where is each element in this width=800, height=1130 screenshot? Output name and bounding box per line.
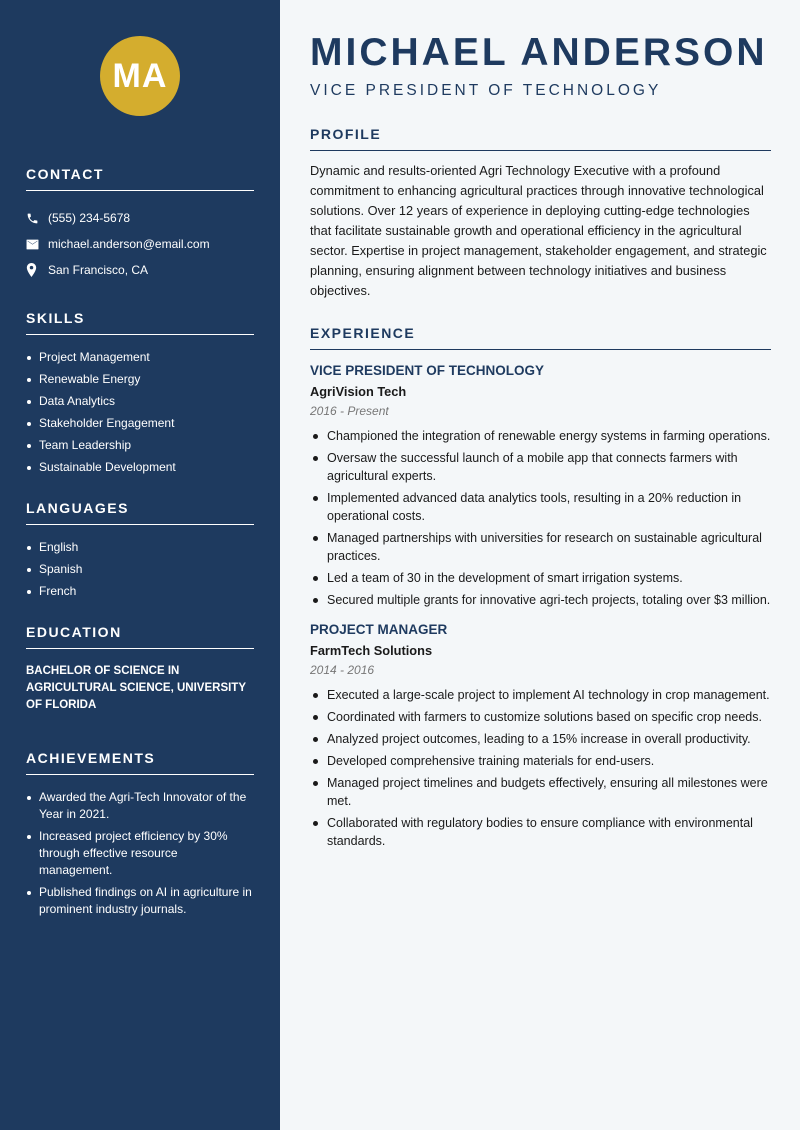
skills-list bbox=[26, 349, 254, 476]
job-bullet: Led a team of 30 in the development of smart irrigation systems. bbox=[310, 569, 771, 587]
language-item: Spanish bbox=[26, 561, 254, 578]
achievement-item: Awarded the Agri-Tech Innovator of the Year in 2021. bbox=[26, 789, 254, 823]
skill-item: Project Management bbox=[26, 349, 254, 366]
location-text: San Francisco, CA bbox=[48, 263, 149, 277]
skill-item: Team Leadership bbox=[26, 437, 254, 454]
job-bullets bbox=[310, 686, 771, 850]
education-section bbox=[26, 624, 254, 714]
phone-number: (555) 234-5678 bbox=[48, 211, 131, 225]
company-name: AgriVision Tech bbox=[310, 384, 407, 399]
language-item: English bbox=[26, 539, 254, 556]
contact-phone bbox=[26, 205, 254, 231]
languages-list bbox=[26, 539, 254, 600]
languages-heading: LANGUAGES bbox=[26, 500, 254, 525]
job-entry bbox=[310, 363, 771, 609]
job-bullet: Managed project timelines and budgets effectively, ensuring all milestones were met. bbox=[310, 774, 771, 810]
avatar: MA bbox=[100, 36, 180, 116]
skill-item: Sustainable Development bbox=[26, 459, 254, 476]
job-bullet: Analyzed project outcomes, leading to a 15% increase in overall productivity. bbox=[310, 730, 771, 748]
contact-section bbox=[26, 166, 254, 283]
job-title: PROJECT MANAGER bbox=[310, 622, 448, 637]
contact-heading: CONTACT bbox=[26, 166, 254, 191]
achievement-item: Published findings on AI in agriculture in prominent industry journals. bbox=[26, 884, 254, 918]
job-bullet: Collaborated with regulatory bodies to ensure compliance with environmental standards. bbox=[310, 814, 771, 850]
job-bullets bbox=[310, 427, 771, 609]
job-bullet: Implemented advanced data analytics tools, resulting in a 20% reduction in operational costs. bbox=[310, 489, 771, 525]
language-item: French bbox=[26, 583, 254, 600]
job-title: VICE PRESIDENT OF TECHNOLOGY bbox=[310, 363, 545, 378]
main-content bbox=[280, 0, 800, 1130]
experience-section bbox=[310, 325, 771, 850]
profile-section bbox=[310, 126, 771, 301]
achievement-item: Increased project efficiency by 30% through effective resource management. bbox=[26, 828, 254, 879]
candidate-title: VICE PRESIDENT OF TECHNOLOGY bbox=[310, 82, 662, 99]
phone-icon bbox=[26, 212, 48, 225]
sidebar bbox=[0, 0, 280, 1130]
email-address: michael.anderson@email.com bbox=[48, 237, 210, 251]
skills-section bbox=[26, 310, 254, 476]
skill-item: Renewable Energy bbox=[26, 371, 254, 388]
job-bullet: Managed partnerships with universities for research on sustainable agricultural practices. bbox=[310, 529, 771, 565]
location-pin-icon bbox=[26, 263, 48, 277]
job-dates: 2016 - Present bbox=[310, 404, 389, 418]
languages-section bbox=[26, 500, 254, 600]
experience-heading: EXPERIENCE bbox=[310, 325, 771, 350]
education-degree: BACHELOR OF SCIENCE IN AGRICULTURAL SCIENCE, UNIVERSITY OF FLORIDA bbox=[26, 665, 246, 711]
job-bullet: Executed a large-scale project to implement AI technology in crop management. bbox=[310, 686, 771, 704]
skills-heading: SKILLS bbox=[26, 310, 254, 335]
achievements-section bbox=[26, 750, 254, 918]
job-entry bbox=[310, 622, 771, 850]
profile-heading: PROFILE bbox=[310, 126, 771, 151]
skill-item: Data Analytics bbox=[26, 393, 254, 410]
job-bullet: Developed comprehensive training materials for end-users. bbox=[310, 752, 771, 770]
candidate-name: MICHAEL ANDERSON bbox=[310, 31, 768, 74]
contact-location bbox=[26, 257, 254, 283]
job-bullet: Championed the integration of renewable energy systems in farming operations. bbox=[310, 427, 771, 445]
job-dates: 2014 - 2016 bbox=[310, 663, 375, 677]
skill-item: Stakeholder Engagement bbox=[26, 415, 254, 432]
achievements-list bbox=[26, 789, 254, 918]
contact-email bbox=[26, 231, 254, 257]
education-heading: EDUCATION bbox=[26, 624, 254, 649]
job-bullet: Oversaw the successful launch of a mobile app that connects farmers with agricultural experts. bbox=[310, 449, 771, 485]
company-name: FarmTech Solutions bbox=[310, 643, 433, 658]
profile-text: Dynamic and results-oriented Agri Technology Executive with a profound commitment to enhancing agricultural practices through innovative technological solutions. Over 12 years of experience in deploying cutting-edge technologies that facilitate sustainable growth and operational efficiency in the agricultural sector. Expertise in project management, stakeholder engagement, and strategic planning, ensuring alignment between technology initiatives and business objectives. bbox=[310, 163, 767, 298]
job-bullet: Coordinated with farmers to customize solutions based on specific crop needs. bbox=[310, 708, 771, 726]
email-icon bbox=[26, 239, 48, 250]
job-bullet: Secured multiple grants for innovative agri-tech projects, totaling over $3 million. bbox=[310, 591, 771, 609]
achievements-heading: ACHIEVEMENTS bbox=[26, 750, 254, 775]
